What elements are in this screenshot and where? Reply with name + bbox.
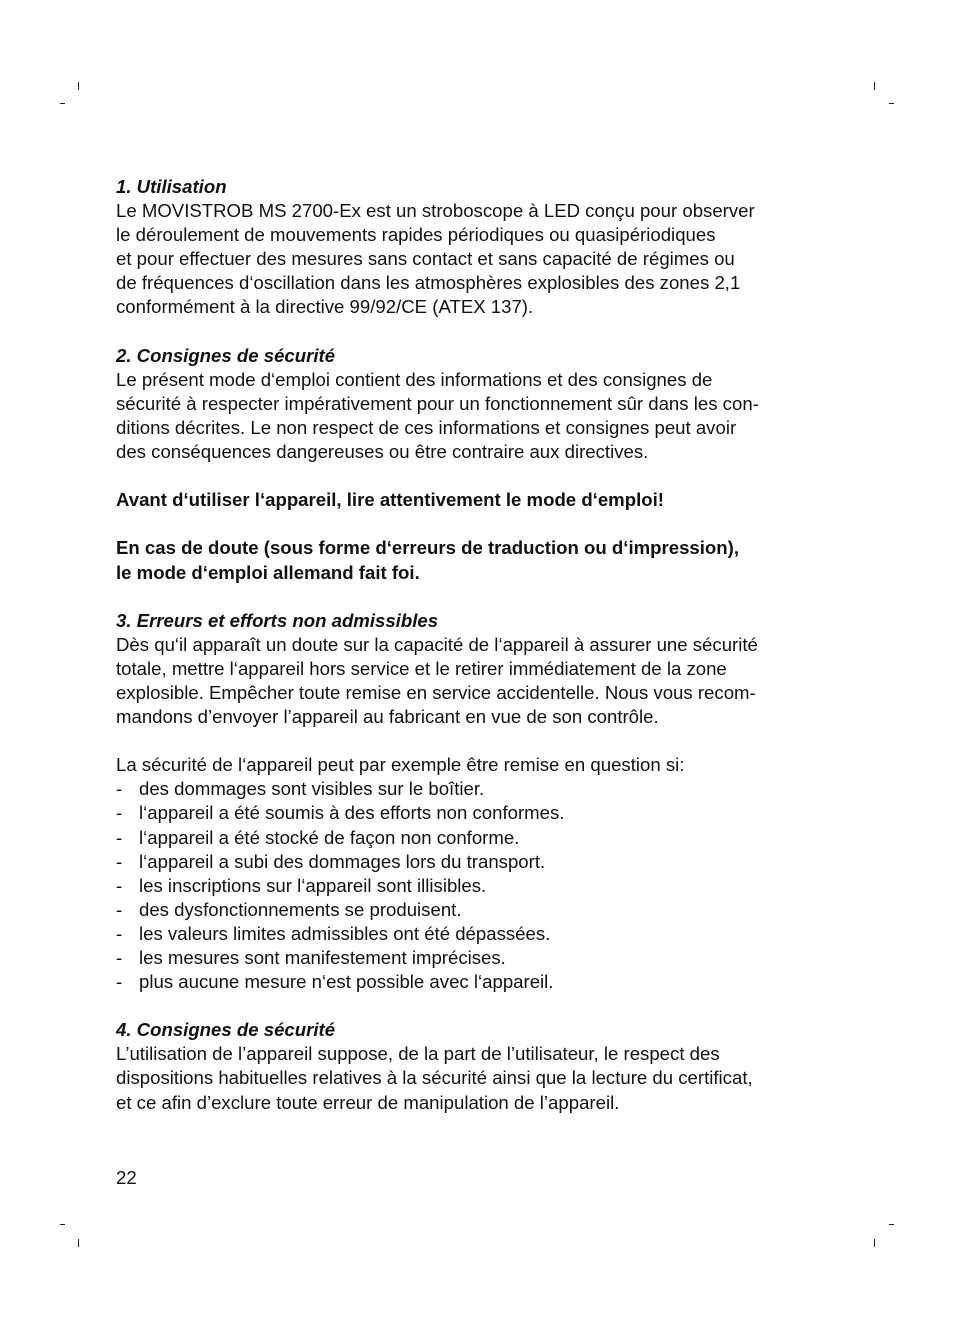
dash-bullet: -: [116, 850, 123, 872]
body-line: ditions décrites. Le non respect de ces informations et consignes peut avoir: [116, 416, 737, 438]
section-heading: 2. Consignes de sécurité: [116, 344, 336, 366]
list-item-text: les valeurs limites admissibles ont été dépassées.: [139, 922, 551, 944]
spacer: [116, 585, 836, 609]
condition-list: [116, 777, 836, 994]
warning-text: Avant d‘utiliser l‘appareil, lire attentivement le mode d‘emploi!: [116, 489, 664, 511]
dash-bullet: -: [116, 947, 123, 968]
dash-bullet: -: [116, 971, 123, 993]
spacer: [116, 729, 836, 753]
crop-mark-bottom-right-horizontal: [889, 1224, 894, 1225]
body-line: le déroulement de mouvements rapides périodiques ou quasipériodiques: [116, 224, 716, 246]
body-line: et ce afin d’exclure toute erreur de manipulation de l’appareil.: [116, 1091, 620, 1113]
spacer: [116, 320, 836, 344]
body-line: de fréquences d‘oscillation dans les atmosphères explosibles des zones 2,1: [116, 272, 741, 294]
list-item: [116, 970, 836, 994]
body-line: des conséquences dangereuses ou être contraire aux directives.: [116, 441, 649, 463]
crop-mark-top-left-horizontal: [60, 103, 65, 104]
dash-bullet: -: [116, 922, 123, 944]
body-line: Le présent mode d‘emploi contient des informations et des consignes de: [116, 368, 713, 390]
body-line: L’utilisation de l’appareil suppose, de la part de l’utilisateur, le respect des: [116, 1043, 720, 1065]
section-erreurs-efforts: [116, 609, 836, 995]
list-item: [116, 801, 836, 825]
list-item: [116, 826, 836, 850]
section-heading: 4. Consignes de sécurité: [116, 1019, 336, 1041]
body-line: mandons d’envoyer l’appareil au fabricant en vue de son contrôle.: [116, 706, 659, 728]
dash-bullet: -: [116, 778, 123, 800]
crop-mark-bottom-left-horizontal: [60, 1224, 65, 1225]
list-item-text: les inscriptions sur l‘appareil sont illisibles.: [139, 874, 487, 896]
body-line: explosible. Empêcher toute remise en service accidentelle. Nous vous recom-: [116, 681, 756, 703]
spacer: [116, 512, 836, 536]
body-line: conformément à la directive 99/92/CE (ATEX 137).: [116, 296, 534, 318]
spacer: [116, 994, 836, 1018]
body-line: sécurité à respecter impérativement pour un fonctionnement sûr dans les con-: [116, 392, 759, 414]
body-line: Le MOVISTROB MS 2700-Ex est un stroboscope à LED conçu pour observer: [116, 200, 755, 222]
list-item: [116, 874, 836, 898]
page-number: 22: [116, 1167, 137, 1188]
list-intro: La sécurité de l‘appareil peut par exemple être remise en question si:: [116, 754, 685, 776]
list-item-text: des dommages sont visibles sur le boîtier.: [139, 778, 485, 800]
crop-mark-top-right-horizontal: [889, 103, 894, 104]
list-item-text: l‘appareil a été stocké de façon non conforme.: [139, 826, 520, 848]
body-line: et pour effectuer des mesures sans contact et sans capacité de régimes ou: [116, 248, 735, 270]
list-item-text: les mesures sont manifestement imprécises.: [139, 947, 506, 968]
section-consignes-securite-2: [116, 1018, 836, 1114]
section-utilisation: [116, 175, 836, 320]
crop-mark-bottom-right-vertical: [874, 1239, 875, 1247]
spacer: [116, 464, 836, 488]
section-heading: 3. Erreurs et efforts non admissibles: [116, 609, 439, 631]
dash-bullet: -: [116, 826, 123, 848]
crop-mark-top-left-vertical: [78, 82, 79, 90]
list-item: [116, 898, 836, 922]
list-item-text: plus aucune mesure n‘est possible avec l‘appareil.: [139, 971, 554, 993]
list-item-text: des dysfonctionnements se produisent.: [139, 898, 462, 920]
section-heading: 1. Utilisation: [116, 176, 227, 197]
crop-mark-bottom-left-vertical: [78, 1239, 79, 1247]
list-item: [116, 850, 836, 874]
notice-line: le mode d‘emploi allemand fait foi.: [116, 561, 420, 583]
list-item-text: l‘appareil a subi des dommages lors du transport.: [139, 850, 546, 872]
body-line: totale, mettre l‘appareil hors service et le retirer immédiatement de la zone: [116, 657, 727, 679]
dash-bullet: -: [116, 874, 123, 896]
list-item-text: l‘appareil a été soumis à des efforts non conformes.: [139, 802, 565, 824]
list-item: [116, 922, 836, 946]
main-content: [116, 175, 836, 1115]
dash-bullet: -: [116, 898, 123, 920]
section-consignes-securite-1: [116, 344, 836, 585]
dash-bullet: -: [116, 802, 123, 824]
crop-mark-top-right-vertical: [874, 82, 875, 90]
list-item: [116, 946, 836, 970]
body-line: Dès qu‘il apparaît un doute sur la capacité de l‘appareil à assurer une sécurité: [116, 633, 758, 655]
notice-line: En cas de doute (sous forme d‘erreurs de traduction ou d‘impression),: [116, 537, 739, 559]
list-item: [116, 777, 836, 801]
body-line: dispositions habituelles relatives à la sécurité ainsi que la lecture du certificat,: [116, 1067, 753, 1089]
